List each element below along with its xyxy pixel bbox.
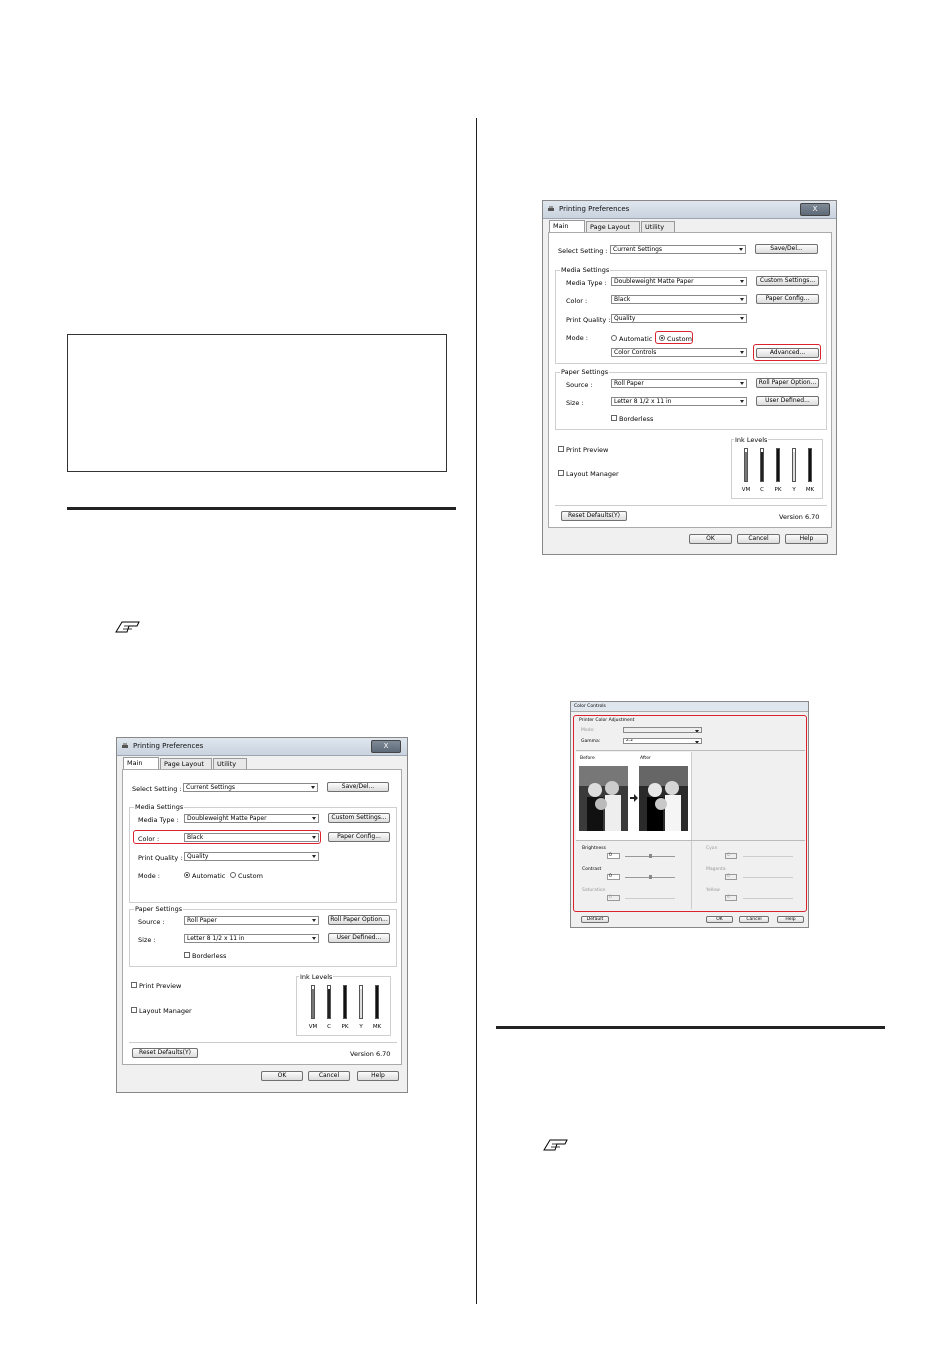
roll-paper-option-button[interactable]: Roll Paper Option... — [328, 915, 390, 925]
layout-manager-label: Layout Manager — [139, 1007, 192, 1015]
magenta-spinner[interactable]: 0 — [725, 874, 737, 880]
cyan-label: Cyan — [706, 846, 718, 851]
ink-bar-c — [327, 985, 331, 1019]
help-button[interactable]: Help — [785, 534, 828, 544]
ink-levels-group — [296, 973, 391, 1036]
chevron-down-icon — [740, 280, 744, 283]
tab-utility[interactable]: Utility — [641, 221, 675, 232]
note-box — [67, 334, 447, 472]
dialog-title: Printing Preferences — [559, 205, 630, 213]
ink-label-mk: MK — [372, 1024, 382, 1030]
version-label: Version 6.70 — [350, 1050, 391, 1058]
magenta-slider[interactable] — [743, 877, 793, 878]
color-controls-dialog — [570, 701, 809, 928]
close-button[interactable]: X — [800, 203, 830, 216]
section-rule-left — [67, 507, 456, 510]
pointing-hand-icon — [115, 620, 141, 634]
select-setting-combo[interactable]: Current Settings — [183, 783, 318, 792]
paper-settings-group — [555, 368, 827, 430]
chevron-down-icon — [739, 248, 743, 251]
ok-button[interactable]: OK — [706, 916, 733, 923]
media-type-label: Media Type : — [566, 279, 607, 287]
reset-defaults-button[interactable]: Reset Defaults(Y) — [561, 511, 627, 521]
tab-page-layout[interactable]: Page Layout — [586, 221, 640, 232]
tab-main[interactable]: Main — [123, 757, 159, 770]
chevron-down-icon — [740, 400, 744, 403]
custom-settings-button[interactable]: Custom Settings... — [756, 276, 819, 286]
ink-bar-mk — [375, 985, 379, 1019]
media-type-combo[interactable]: Doubleweight Matte Paper — [184, 814, 319, 823]
print-quality-combo[interactable]: Quality — [184, 852, 319, 861]
source-label: Source : — [138, 918, 165, 926]
saturation-label: Saturation — [582, 888, 606, 893]
section-rule-right — [496, 1026, 885, 1029]
roll-paper-option-button[interactable]: Roll Paper Option... — [756, 378, 819, 388]
mode-custom-radio[interactable] — [230, 872, 236, 878]
contrast-spinner[interactable]: 0 — [607, 874, 620, 880]
ink-bar-y — [359, 985, 363, 1019]
color-combo[interactable]: Black — [611, 295, 747, 304]
media-settings-group — [129, 803, 397, 903]
custom-highlight — [655, 331, 693, 344]
select-setting-label: Select Setting : — [132, 785, 182, 793]
ink-bar-vm — [744, 448, 748, 482]
saturation-slider[interactable] — [625, 898, 675, 899]
before-photo — [579, 766, 628, 831]
ink-bar-vm — [311, 985, 315, 1019]
brightness-label: Brightness — [582, 846, 606, 851]
ink-label-vm: VM — [308, 1024, 318, 1030]
color-label: Color : — [138, 835, 160, 843]
magenta-label: Magenta — [706, 867, 726, 872]
mode-label: Mode: — [581, 728, 595, 733]
color-controls-combo[interactable]: Color Controls — [611, 348, 747, 357]
print-preview-label: Print Preview — [139, 982, 182, 990]
pointing-hand-icon — [543, 1138, 569, 1152]
divider — [555, 505, 827, 506]
yellow-label: Yellow — [706, 888, 720, 893]
layout-manager-label: Layout Manager — [566, 470, 619, 478]
size-combo[interactable]: Letter 8 1/2 x 11 in — [184, 934, 319, 943]
contrast-label: Contrast — [582, 867, 602, 872]
ink-levels-title: Ink Levels — [300, 973, 333, 981]
after-label: After — [640, 756, 651, 761]
color-label: Color : — [566, 297, 588, 305]
yellow-slider[interactable] — [743, 898, 793, 899]
divider — [576, 750, 805, 751]
ink-label-y: Y — [792, 487, 796, 493]
size-combo[interactable]: Letter 8 1/2 x 11 in — [611, 397, 747, 406]
gamma-label: Gamma: — [581, 739, 601, 744]
divider — [691, 841, 692, 909]
main-panel — [548, 232, 832, 528]
chevron-down-icon — [695, 741, 699, 744]
layout-manager-checkbox[interactable] — [558, 470, 564, 476]
print-quality-label: Print Quality : — [566, 316, 611, 324]
chevron-down-icon — [312, 937, 316, 940]
media-settings-group — [555, 266, 827, 364]
ink-label-c: C — [760, 487, 764, 493]
mode-combo[interactable] — [623, 727, 702, 733]
title-bar — [117, 738, 407, 756]
default-button[interactable]: Default — [581, 916, 609, 923]
gamma-combo[interactable]: 2.2 — [623, 738, 702, 744]
reset-defaults-button[interactable]: Reset Defaults(Y) — [132, 1048, 198, 1058]
chevron-down-icon — [312, 919, 316, 922]
select-setting-label: Select Setting : — [558, 247, 608, 255]
ink-label-mk: MK — [805, 487, 815, 493]
source-label: Source : — [566, 381, 593, 389]
mode-automatic-radio[interactable] — [611, 335, 617, 341]
advanced-button[interactable]: Advanced... — [756, 348, 819, 358]
mode-automatic-label: Automatic — [619, 335, 653, 343]
printing-preferences-dialog-advanced — [542, 200, 837, 555]
tab-main[interactable]: Main — [549, 220, 585, 233]
after-photo — [639, 766, 688, 831]
paper-config-button[interactable]: Paper Config... — [756, 294, 819, 304]
printer-icon — [121, 742, 129, 750]
print-quality-label: Print Quality : — [138, 854, 183, 862]
chevron-down-icon — [312, 817, 316, 820]
save-del-button[interactable]: Save/Del... — [755, 244, 818, 254]
paper-settings-group — [129, 905, 397, 967]
ink-bar-mk — [808, 448, 812, 482]
mode-label: Mode : — [566, 334, 588, 342]
ink-bar-y — [792, 448, 796, 482]
tab-page-layout[interactable]: Page Layout — [160, 758, 212, 769]
arrow-right-icon — [630, 794, 638, 802]
dialog-title: Printing Preferences — [133, 742, 204, 750]
source-combo[interactable]: Roll Paper — [184, 916, 319, 925]
layout-manager-checkbox[interactable] — [131, 1007, 137, 1013]
chevron-down-icon — [740, 317, 744, 320]
print-preview-checkbox[interactable] — [558, 446, 564, 452]
ink-bar-c — [760, 448, 764, 482]
chevron-down-icon — [311, 786, 315, 789]
brightness-spinner[interactable]: 0 — [607, 853, 620, 859]
print-preview-label: Print Preview — [566, 446, 609, 454]
ink-levels-title: Ink Levels — [735, 436, 768, 444]
color-highlight — [133, 830, 321, 844]
printing-preferences-dialog — [116, 737, 408, 1093]
help-button[interactable]: Help — [357, 1071, 399, 1081]
cancel-button[interactable]: Cancel — [739, 916, 769, 923]
ink-label-pk: PK — [774, 487, 782, 493]
mode-label: Mode : — [138, 872, 160, 880]
chevron-down-icon — [740, 351, 744, 354]
cancel-button[interactable]: Cancel — [308, 1071, 350, 1081]
save-del-button[interactable]: Save/Del... — [327, 782, 389, 792]
media-settings-title: Media Settings — [561, 266, 610, 274]
size-label: Size : — [138, 936, 156, 944]
ok-button[interactable]: OK — [261, 1071, 303, 1081]
yellow-spinner[interactable]: 0 — [725, 895, 737, 901]
dialog-title: Color Controls — [574, 704, 606, 709]
contrast-slider-thumb[interactable] — [649, 875, 652, 879]
color-combo[interactable]: Black — [184, 833, 319, 842]
chevron-down-icon — [740, 382, 744, 385]
paper-settings-title: Paper Settings — [561, 368, 609, 376]
title-bar — [571, 702, 808, 712]
ink-bar-pk — [343, 985, 347, 1019]
media-settings-title: Media Settings — [135, 803, 184, 811]
ink-bar-pk — [776, 448, 780, 482]
tab-utility[interactable]: Utility — [213, 758, 247, 769]
ink-label-y: Y — [359, 1024, 363, 1030]
help-button[interactable]: Help — [777, 916, 804, 923]
cyan-spinner[interactable]: 0 — [725, 853, 737, 859]
chevron-down-icon — [740, 298, 744, 301]
title-bar — [543, 201, 836, 219]
size-label: Size : — [566, 399, 584, 407]
media-type-combo[interactable]: Doubleweight Matte Paper — [611, 277, 747, 286]
printer-icon — [547, 205, 555, 213]
paper-config-button[interactable]: Paper Config... — [328, 832, 390, 842]
mode-automatic-label: Automatic — [192, 872, 226, 880]
chevron-down-icon — [312, 855, 316, 858]
source-combo[interactable]: Roll Paper — [611, 379, 747, 388]
borderless-label: Borderless — [192, 952, 227, 960]
borderless-checkbox[interactable] — [611, 415, 617, 421]
saturation-spinner[interactable]: 0 — [607, 895, 620, 901]
before-label: Before — [580, 756, 595, 761]
ink-label-vm: VM — [741, 487, 751, 493]
ok-button[interactable]: OK — [689, 534, 732, 544]
mode-custom-label: Custom — [667, 335, 692, 343]
mode-custom-label: Custom — [238, 872, 263, 880]
ink-label-c: C — [327, 1024, 331, 1030]
ink-levels-group — [731, 436, 823, 499]
user-defined-button[interactable]: User Defined... — [328, 933, 390, 943]
main-panel — [122, 769, 402, 1065]
mode-automatic-radio[interactable] — [184, 872, 190, 878]
column-divider — [476, 118, 477, 1304]
brightness-slider-thumb[interactable] — [649, 854, 652, 858]
borderless-label: Borderless — [619, 415, 654, 423]
ink-label-pk: PK — [341, 1024, 349, 1030]
version-label: Version 6.70 — [779, 513, 820, 521]
printer-color-adjustment-title: Printer Color Adjustment — [579, 718, 635, 723]
cancel-button[interactable]: Cancel — [737, 534, 780, 544]
user-defined-button[interactable]: User Defined... — [756, 396, 819, 406]
paper-settings-title: Paper Settings — [135, 905, 183, 913]
close-button[interactable]: X — [371, 740, 401, 753]
divider — [129, 1042, 397, 1043]
advanced-highlight — [753, 344, 821, 361]
select-setting-combo[interactable]: Current Settings — [610, 245, 746, 254]
borderless-checkbox[interactable] — [184, 952, 190, 958]
chevron-down-icon — [695, 730, 699, 733]
media-type-label: Media Type : — [138, 816, 179, 824]
preview-area — [576, 752, 692, 840]
print-quality-combo[interactable]: Quality — [611, 314, 747, 323]
print-preview-checkbox[interactable] — [131, 982, 137, 988]
custom-settings-button[interactable]: Custom Settings... — [328, 813, 390, 823]
cyan-slider[interactable] — [743, 856, 793, 857]
